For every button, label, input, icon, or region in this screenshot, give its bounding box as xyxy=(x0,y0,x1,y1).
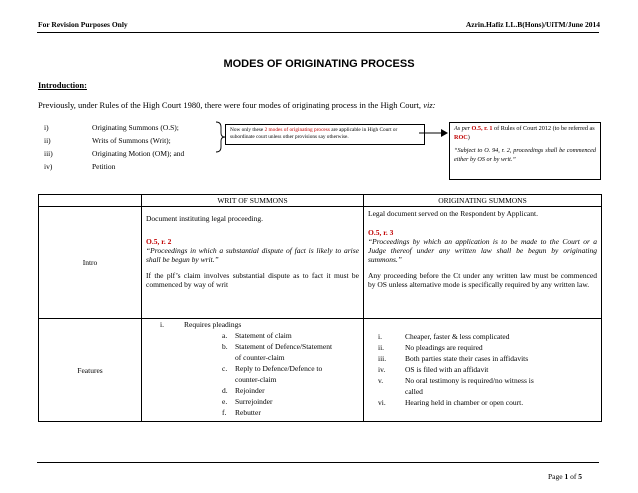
list-item: a. Statement of claim xyxy=(222,331,292,340)
writ-desc: Document instituting legal proceeding. xyxy=(146,214,264,223)
list-item: i. Cheaper, faster & less complicated xyxy=(378,332,510,341)
list-item: f. Rebutter xyxy=(222,408,261,417)
header-right: Azrin.Hafiz LL.B(Hons)/UiTM/June 2014 xyxy=(465,20,600,29)
header-left: For Revision Purposes Only xyxy=(38,20,128,29)
roc-box: As per O.5, r. 1 of Rules of Court 2012 (to be referred as ROC) “Subject to O. 94, r. 2, proceedings shall be commenced either by OS or by writ.” xyxy=(449,122,601,180)
list-item: v. No oral testimony is required/no witness is xyxy=(378,376,534,385)
table-row-intro xyxy=(39,207,602,319)
list-item: b. Statement of Defence/Statement xyxy=(222,342,333,351)
list-item: vi. Hearing held in chamber or open court. xyxy=(378,398,524,407)
row-label-features: Features xyxy=(39,319,142,422)
writ-intro-cell xyxy=(142,207,364,319)
writ-features-cell xyxy=(142,319,364,422)
writ-quote: “Proceedings in which a substantial dispute of fact is likely to arise shall be begun by writ.” xyxy=(146,246,359,264)
page-number: Page 1 of 5 xyxy=(548,472,582,481)
arrow-icon xyxy=(419,128,449,138)
intro-paragraph: Previously, under Rules of the High Court 1980, there were four modes of originating process in the High Court, viz: xyxy=(38,100,436,110)
table-row-features xyxy=(39,319,602,422)
list-item: iv. OS is filed with an affidavit xyxy=(378,365,489,374)
roc-quote: “Subject to O. 94, r. 2, proceedings shall be commenced either by OS or by writ.” xyxy=(454,147,596,164)
os-ref: O.5, r. 3 xyxy=(368,228,394,237)
header-empty xyxy=(39,195,142,207)
list-item: e. Surrejoinder xyxy=(222,397,273,406)
list-item: iv) Petition xyxy=(44,162,116,171)
list-item: ii. No pleadings are required xyxy=(378,343,483,352)
list-item: i) Originating Summons (O.S); xyxy=(44,123,179,132)
os-desc: Legal document served on the Respondent by Applicant. xyxy=(368,209,538,218)
intro-list xyxy=(44,123,224,175)
list-item: c. Reply to Defence/Defence to xyxy=(222,364,323,373)
list-item-cont: called xyxy=(405,387,423,396)
footer-rule xyxy=(37,462,599,463)
list-item: d. Rejoinder xyxy=(222,386,265,395)
os-quote: “Proceedings by which an application is to be made to the Court or a Judge thereof under any written law shall be begun by originating summons.” xyxy=(368,237,597,264)
col-header-writ: WRIT OF SUMMONS xyxy=(142,195,364,207)
list-item: i. Requires pleadings xyxy=(160,320,242,329)
note-box: Now only these 2 modes of originating process are applicable in High Court or subordinate court unless other provisions say otherwise. xyxy=(225,124,425,145)
intro-heading: Introduction: xyxy=(38,80,87,90)
header-rule xyxy=(37,32,599,33)
list-item: ii) Writs of Summons (Writ); xyxy=(44,136,171,145)
list-item: iii. Both parties state their cases in affidavits xyxy=(378,354,529,363)
os-features-cell xyxy=(364,319,602,422)
list-item-cont: of counter-claim xyxy=(235,353,285,362)
table-header-row xyxy=(39,195,602,207)
os-intro-cell xyxy=(364,207,602,319)
row-label-intro: Intro xyxy=(39,207,142,319)
page-title: MODES OF ORIGINATING PROCESS xyxy=(223,58,415,70)
list-item: iii) Originating Motion (OM); and xyxy=(44,149,185,158)
col-header-os: ORIGINATING SUMMONS xyxy=(364,195,602,207)
os-note: Any proceeding before the Ct under any written law must be commenced by OS unless alternative mode is specifically required by any written law. xyxy=(368,271,597,289)
writ-ref: O.5, r. 2 xyxy=(146,237,172,246)
comparison-table xyxy=(38,194,602,422)
writ-note: If the plf’s claim involves substantial dispute as to fact it must be commenced by way of writ xyxy=(146,271,359,289)
list-item-cont: counter-claim xyxy=(235,375,277,384)
